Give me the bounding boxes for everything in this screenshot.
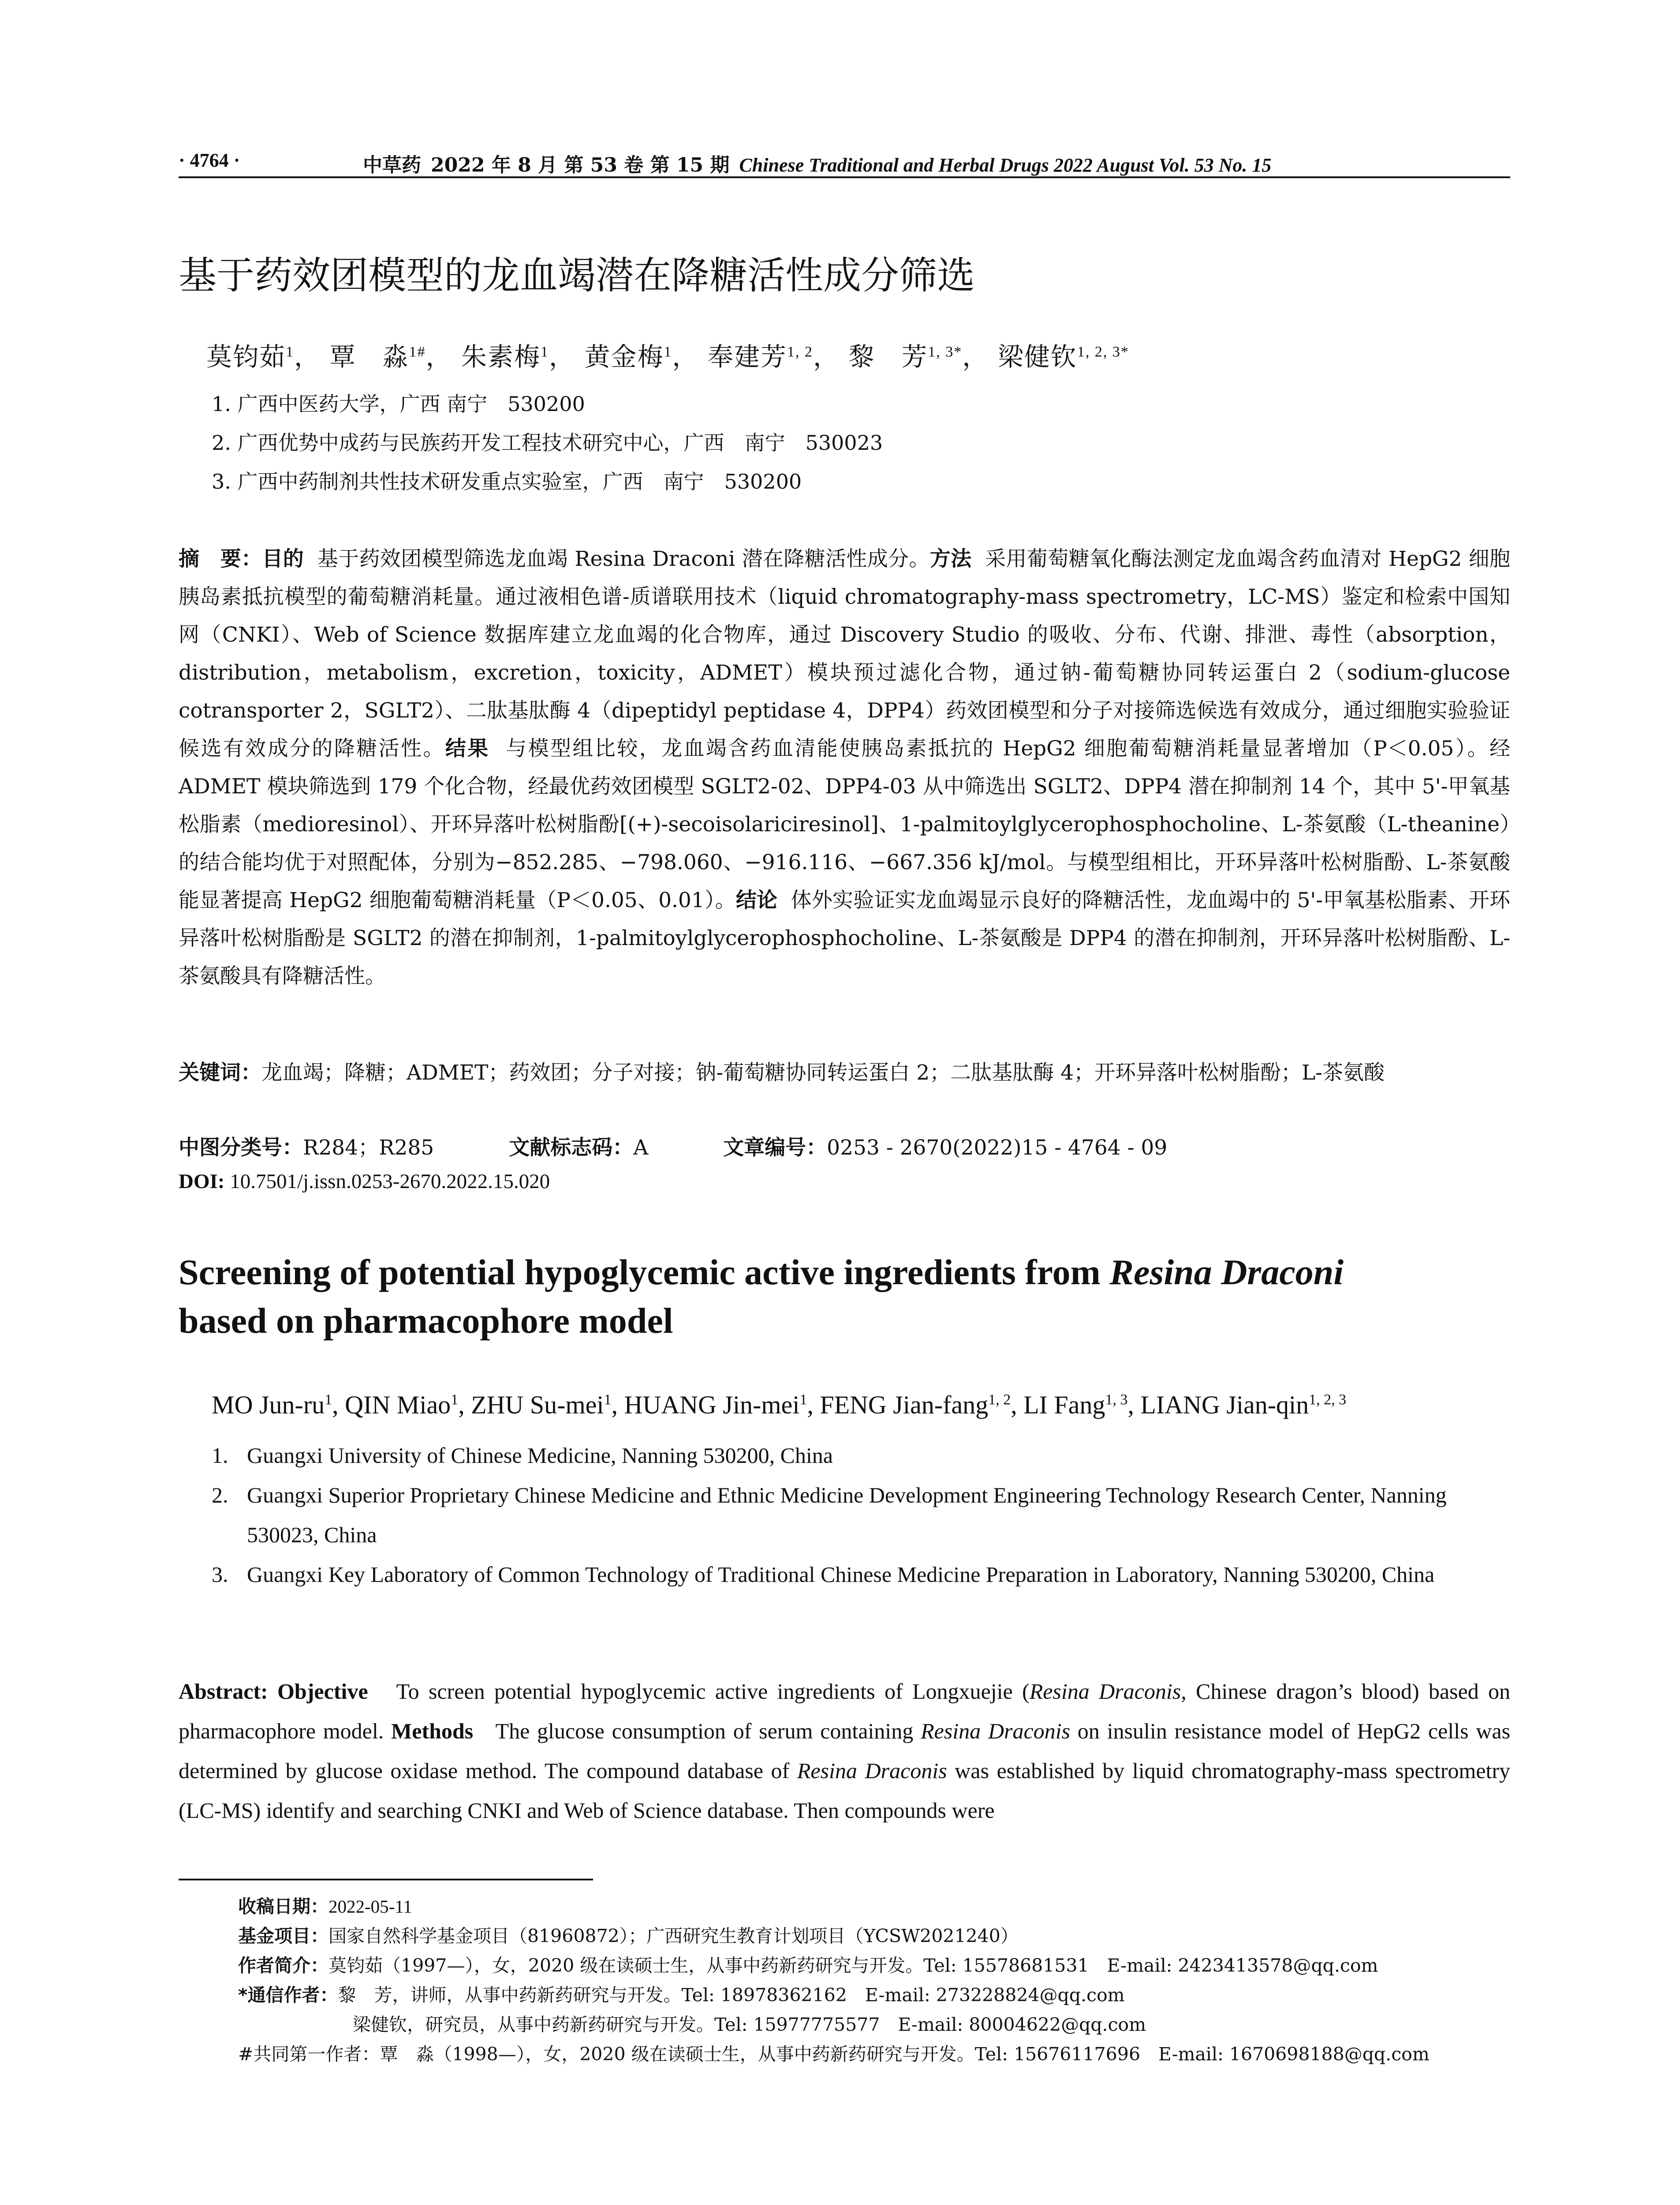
author-name: 黄金梅 [584, 342, 664, 372]
methods-label: 方法 [930, 547, 972, 571]
header-rule [179, 176, 1510, 178]
title-en-part2: based on pharmacophore model [179, 1301, 673, 1341]
paper-title-cn: 基于药效团模型的龙血竭潜在降糖活性成分筛选 [179, 254, 975, 298]
methods-en-text: The glucose consumption of serum containing [495, 1719, 921, 1743]
author-affiliation-mark: 1, 2 [988, 1391, 1011, 1408]
page-number: · 4764 · [179, 149, 240, 171]
affiliation-number: 1. [212, 1443, 228, 1468]
author-list-cn: 莫钧茹$^1$， 覃 淼$^{1\#}$， 朱素梅$^1$， 黄金梅$^1$， 奉建芳$^{1, 2}$， 黎 芳$^{1, 3*}$， 梁健钦$^{1, 2, 3*}$ [206, 342, 1129, 372]
author-affiliation-mark: 1, 2, 3* [1077, 344, 1129, 360]
doc-code-label: 文献标志码： [509, 1136, 634, 1160]
article-no-label: 文章编号： [723, 1136, 827, 1160]
footnote-corresponding-2 [353, 2010, 1146, 2036]
abstract-en [179, 1671, 1510, 1830]
footnote-label: *通信作者： [238, 1984, 338, 2006]
author-affiliation-mark: 1, 3 [1105, 1391, 1128, 1408]
footnote-text: 莫钧茹（1997—），女，2020 级在读硕士生，从事中药新药研究与开发。Tel: 15578681531 E-mail: 2423413578@qq.com [329, 1955, 1378, 1976]
affiliation-en-1 [212, 1435, 1510, 1475]
author-name-en: LI Fang [1023, 1390, 1105, 1419]
affiliation-en-3 [212, 1555, 1510, 1594]
doi-line [179, 1170, 550, 1193]
footnote-label: 基金项目： [238, 1925, 329, 1947]
author-name: 覃 淼 [329, 342, 409, 372]
footnote-funding [238, 1921, 1019, 1947]
footnote-label: #共同第一作者： [238, 2044, 380, 2065]
author-name: 莫钧茹 [206, 342, 286, 372]
footnote-label: 作者简介： [238, 1955, 329, 1976]
author-name-en: QIN Miao [345, 1390, 451, 1419]
author-name-en: ZHU Su-mei [471, 1390, 604, 1419]
affiliation-text: Guangxi Superior Proprietary Chinese Medicine and Ethnic Medicine Development Engineering Technology Research Center, Nanning 530023, China [247, 1483, 1447, 1547]
title-en-italic: Resina Draconi [1109, 1252, 1344, 1292]
affiliation-cn-3: 3. 广西中药制剂共性技术研发重点实验室，广西 南宁 530200 [212, 470, 802, 493]
article-no-value: 0253 - 2670(2022)15 - 4764 - 09 [827, 1136, 1168, 1160]
doi-label: DOI: [179, 1170, 225, 1193]
author-name-en: HUANG Jin-mei [624, 1390, 800, 1419]
journal-issue-cn: 2022 年 8 月 第 53 卷 第 15 期 [431, 154, 730, 176]
footnote-label: 收稿日期： [238, 1896, 329, 1917]
methods-en-italic-2: Resina Draconis [797, 1758, 947, 1783]
author-name-en: MO Jun-ru [212, 1390, 325, 1419]
affiliation-text: Guangxi Key Laboratory of Common Technology of Traditional Chinese Medicine Preparation in Laboratory, Nanning 530200, China [247, 1562, 1435, 1587]
objective-en-italic: Resina Draconis [1029, 1679, 1181, 1704]
author-affiliation-mark: 1, 2 [787, 344, 813, 360]
footnote-received [238, 1892, 412, 1918]
journal-name-en: Chinese Traditional and Herbal Drugs 2022 August Vol. 53 No. 15 [739, 154, 1272, 176]
conclusion-label: 结论 [735, 888, 778, 912]
title-en-part1: Screening of potential hypoglycemic active ingredients from [179, 1252, 1110, 1292]
author-name: 朱素梅 [461, 342, 541, 372]
footnote-text: 2022-05-11 [329, 1896, 412, 1917]
author-name: 梁健钦 [997, 342, 1077, 372]
footnote-author-bio [238, 1951, 1378, 1977]
author-affiliation-mark: 1 [664, 344, 672, 360]
doi-value: 10.7501/j.issn.0253-2670.2022.15.020 [230, 1170, 550, 1193]
author-name-en: LIANG Jian-qin [1140, 1390, 1309, 1419]
paper-title-en [179, 1248, 1510, 1345]
author-affiliation-mark: 1# [409, 344, 426, 360]
keywords-text: 龙血竭；降糖；ADMET；药效团；分子对接；钠-葡萄糖协同转运蛋白 2；二肽基肽酶 4；开环异落叶松树脂酚；L-茶氨酸 [261, 1061, 1385, 1085]
methods-en-text-3: was established by liquid chromatography-mass spectrometry (LC-MS) identify and searching CNKI and Web of Science database. Then compounds were [179, 1758, 1510, 1823]
running-header [179, 146, 1510, 175]
author-affiliation-mark: 1 [325, 1391, 332, 1408]
author-affiliation-mark: 1 [799, 1391, 807, 1408]
affiliation-number: 3. [212, 1562, 228, 1587]
keywords-cn [179, 1054, 1510, 1092]
author-affiliation-mark: 1 [540, 344, 549, 360]
author-affiliation-mark: 1, 3* [928, 344, 963, 360]
author-affiliation-mark: 1 [286, 344, 295, 360]
objective-en-text: To screen potential hypoglycemic active ingredients of Longxuejie ( [396, 1679, 1030, 1704]
clc-label: 中图分类号： [179, 1136, 303, 1160]
abstract-cn [179, 540, 1510, 995]
doc-code-value: A [633, 1136, 649, 1160]
footnote-text: 国家自然科学基金项目（81960872）；广西研究生教育计划项目（YCSW2021240） [329, 1925, 1019, 1947]
footnote-co-first-author [238, 2040, 1430, 2066]
affiliation-cn-2: 2. 广西优势中成药与民族药开发工程技术研究中心，广西 南宁 530023 [212, 431, 883, 455]
author-affiliation-mark: 1 [451, 1391, 459, 1408]
affiliation-text: Guangxi University of Chinese Medicine, Nanning 530200, China [247, 1443, 833, 1468]
results-label: 结果 [445, 736, 490, 761]
author-name-en: FENG Jian-fang [820, 1390, 989, 1419]
clc-value: R284；R285 [303, 1136, 434, 1160]
objective-en-text-2: , Chinese dragon’s blood) based on pharmacophore model. [179, 1679, 1510, 1743]
journal-line [363, 149, 1271, 177]
classification-line [179, 1131, 1167, 1161]
footnote-text: 梁健钦，研究员，从事中药新药研究与开发。Tel: 15977775577 E-mail: 80004622@qq.com [353, 2014, 1146, 2035]
affiliation-en-2 [212, 1475, 1510, 1555]
author-affiliation-mark: 1, 2, 3 [1309, 1391, 1347, 1408]
results-text: 与模型组比较，龙血竭含药血清能使胰岛素抵抗的 HepG2 细胞葡萄糖消耗量显著增加（P＜0.05）。经 ADMET 模块筛选到 179 个化合物，经最优药效团模型 SGLT2-02、DPP4-03 从中筛选出 SGLT2、DPP4 潜在抑制剂 14 个，其中 5'-甲氧基松脂素（medioresinol）、开环异落叶松树脂酚[(+)-secoisolariciresinol]、1-palmitoylglycerophosphocholine、L-茶氨酸（L-theanine）的结合能均优于对照配体，分别为−852.285、−798.060、−916.116、−667.356 kJ/mol。与模型组相比，开环异落叶松树脂酚、L-茶氨酸能显著提高 HepG2 细胞葡萄糖消耗量（P＜0.05、0.01）。 [179, 736, 1510, 912]
methods-text: 采用葡萄糖氧化酶法测定龙血竭含药血清对 HepG2 细胞胰岛素抵抗模型的葡萄糖消耗量。通过液相色谱-质谱联用技术（liquid chromatography-mass spectrometry，LC-MS）鉴定和检索中国知网（CNKI）、Web of Science 数据库建立龙血竭的化合物库，通过 Discovery Studio 的吸收、分布、代谢、排泄、毒性（absorption，distribution，metabolism，excretion，toxicity，ADMET）模块预过滤化合物，通过钠-葡萄糖协同转运蛋白 2（sodium-glucose cotransporter 2，SGLT2）、二肽基肽酶 4（dipeptidyl peptidase 4，DPP4）药效团模型和分子对接筛选候选有效成分，通过细胞实验验证候选有效成分的降糖活性。 [179, 547, 1511, 761]
affiliation-number: 2. [212, 1483, 228, 1507]
author-name: 黎 芳 [848, 342, 928, 372]
methods-en-text-2: on insulin resistance model of HepG2 cells was determined by glucose oxidase method. The compound database of [179, 1719, 1511, 1783]
footnote-rule [179, 1879, 593, 1880]
author-affiliation-mark: 1 [604, 1391, 612, 1408]
footnote-text: 覃 淼（1998—），女，2020 级在读硕士生，从事中药新药研究与开发。Tel: 15676117696 E-mail: 1670698188@qq.com [380, 2044, 1430, 2065]
abstract-en-label: Abstract: Objective [179, 1679, 368, 1704]
author-list-en: MO Jun-$ru^1$, QIN Miao$^1$, ZHU Su-mei$^1$, HUANG Jin-mei$^1$, FENG Jian-fang$^{1, 2}$, LI Fang$^{1, 3}$, LIANG Jian-qin$^{1, 2, 3}$ [212, 1390, 1347, 1419]
keywords-label: 关键词： [179, 1061, 261, 1085]
footnote-corresponding [238, 1981, 1125, 2007]
objective-text: 基于药效团模型筛选龙血竭 Resina Draconi 潜在降糖活性成分。 [317, 547, 930, 571]
conclusion-text: 体外实验证实龙血竭显示良好的降糖活性，龙血竭中的 5'-甲氧基松脂素、开环异落叶松树脂酚是 SGLT2 的潜在抑制剂，1-palmitoylglycerophosphocholine、L-茶氨酸是 DPP4 的潜在抑制剂，开环异落叶松树脂酚、L-茶氨酸具有降糖活性。 [179, 888, 1510, 988]
objective-label: 目的 [262, 547, 304, 571]
affiliation-cn-1: 1. 广西中医药大学，广西 南宁 530200 [212, 392, 585, 416]
methods-en-italic: Resina Draconis [921, 1719, 1070, 1743]
methods-en-label: Methods [391, 1719, 474, 1743]
abstract-label: 摘 要： [179, 547, 262, 571]
author-name: 奉建芳 [707, 342, 787, 372]
footnote-text: 黎 芳，讲师，从事中药新药研究与开发。Tel: 18978362162 E-mail: 273228824@qq.com [338, 1984, 1125, 2006]
journal-name-cn: 中草药 [363, 154, 421, 176]
